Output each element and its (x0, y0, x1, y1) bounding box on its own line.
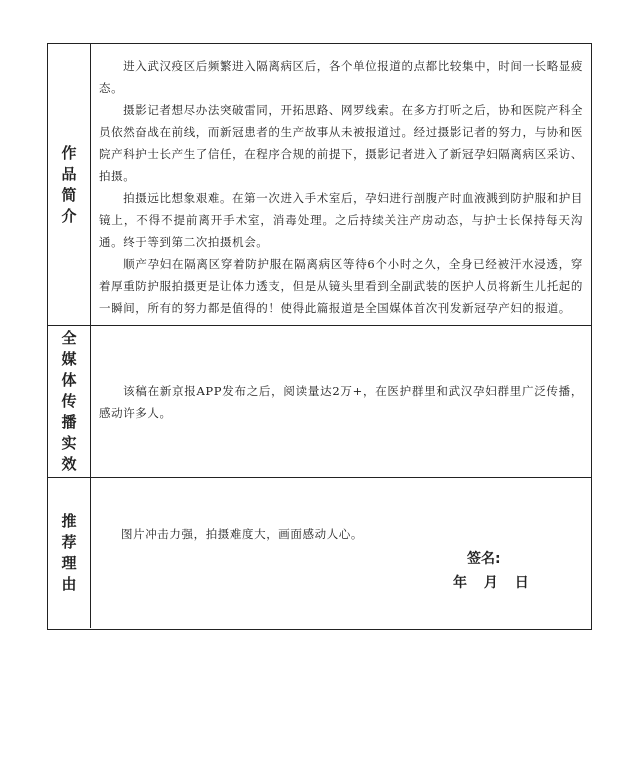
label-cell (48, 44, 91, 325)
row-media-impact (48, 326, 591, 478)
content-cell (91, 478, 591, 628)
paragraph: 拍摄远比想象艰难。在第一次进入手术室后，孕妇进行剖腹产时血液溅到防护服和护目镜上，不得不提前离开手术室，消毒处理。之后持续关注产房动态，与护士长保持每天沟通。终于等到第二次拍摄机会。 (99, 191, 583, 249)
recommendation-form-table (47, 43, 592, 630)
label-cell (48, 478, 91, 628)
row-work-summary (48, 44, 591, 326)
paragraph: 顺产孕妇在隔离区穿着防护服在隔离病区等待6个小时之久，全身已经被汗水浸透，穿着厚重防护服拍摄更是让体力透支，但是从镜头里看到全副武装的医护人员将新生儿托起的一瞬间，所有的努力都是值得的！使得此篇报道是全国媒体首次刊发新冠孕产妇的报道。 (99, 257, 583, 315)
paragraph: 进入武汉疫区后频繁进入隔离病区后，各个单位报道的点都比较集中，时间一长略显疲态。 (99, 59, 583, 95)
row-label: 全媒体传播实效 (61, 329, 77, 473)
content-cell (91, 44, 591, 325)
signature-label: 签名: (467, 551, 501, 567)
reason-text: 图片冲击力强，拍摄难度大，画面感动人心。 (121, 527, 363, 541)
date-label: 年 月 日 (453, 575, 529, 591)
content-cell (91, 326, 591, 477)
label-cell (48, 326, 91, 477)
paragraph: 该稿在新京报APP发布之后，阅读量达2万+，在医护群里和武汉孕妇群里广泛传播，感动许多人。 (99, 383, 583, 420)
row-label: 推荐理由 (61, 512, 77, 593)
row-label: 作品简介 (61, 143, 77, 225)
paragraph: 摄影记者想尽办法突破雷同，开拓思路、网罗线索。在多方打听之后，协和医院产科全员依然奋战在前线，而新冠患者的生产故事从未被报道过。经过摄影记者的努力，与协和医院产科护士长产生了信任，在程序合规的前提下，摄影记者进入了新冠孕妇隔离病区采访、拍摄。 (99, 103, 583, 183)
row-recommendation-reason (48, 478, 591, 628)
